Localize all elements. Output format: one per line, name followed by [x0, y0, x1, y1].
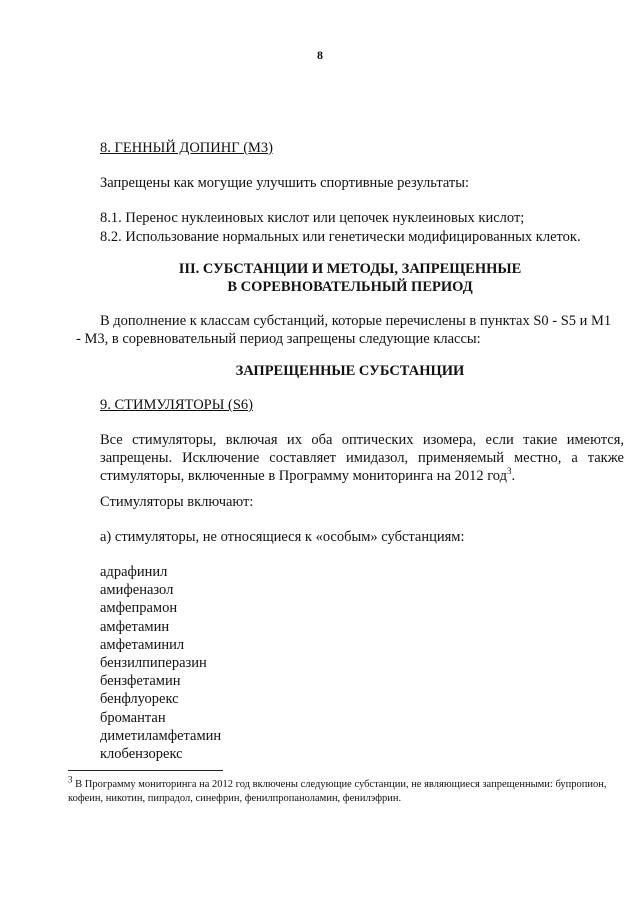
section-8-heading: 8. ГЕННЫЙ ДОПИНГ (М3): [100, 140, 274, 156]
section-3-paragraph-line-2: - М3, в соревновательный период запрещены следующие классы:: [76, 331, 481, 347]
footnote-reference: 3: [506, 466, 512, 477]
section-3-title-line-2: В СОРЕВНОВАТЕЛЬНЫЙ ПЕРИОД: [227, 279, 473, 295]
substance-item: амфетаминил: [100, 636, 185, 653]
substance-item: диметиламфетамин: [100, 727, 222, 744]
prohibited-substances-title: ЗАПРЕЩЕННЫЕ СУБСТАНЦИИ: [235, 363, 465, 379]
section-3-title-line-1: III. СУБСТАНЦИИ И МЕТОДЫ, ЗАПРЕЩЕННЫЕ: [178, 261, 522, 277]
substance-item: бенфлуорекс: [100, 691, 179, 708]
footnote-divider: [68, 770, 223, 771]
substance-item: амифеназол: [100, 582, 174, 599]
section-9-heading: 9. СТИМУЛЯТОРЫ (S6): [100, 397, 253, 413]
substance-item: клобензорекс: [100, 746, 183, 763]
stimulants-include-label: Стимуляторы включают:: [100, 494, 254, 510]
footnote-text: В Программу мониторинга на 2012 год включены следующие субстанции, не являющиеся запрещенными: бупропион, кофеин, никотин, пипрадол, синефрин, фенилпропаноламин, фенилэфрин.: [68, 779, 607, 804]
substance-item: бензфетамин: [100, 673, 181, 690]
stimulants-paragraph-end: .: [511, 468, 516, 484]
section-8-item-2: 8.2. Использование нормальных или генетически модифицированных клеток.: [100, 229, 581, 245]
substance-item: бензилпиперазин: [100, 655, 207, 672]
substance-item: амфепрамон: [100, 600, 178, 617]
section-3-paragraph-line-1: В дополнение к классам субстанций, которые перечислены в пунктах S0 - S5 и М1: [100, 313, 612, 329]
substance-item: амфетамин: [100, 618, 170, 635]
stimulants-paragraph: [100, 431, 624, 485]
substance-item: адрафинил: [100, 564, 168, 580]
footnote: [68, 774, 628, 806]
section-8-item-1: 8.1. Перенос нуклеиновых кислот или цепочек нуклеиновых кислот;: [100, 210, 525, 226]
page-number: 8: [317, 48, 323, 62]
substance-list: [100, 563, 221, 763]
non-specified-stimulants-heading: а) стимуляторы, не относящиеся к «особым» субстанциям:: [100, 529, 465, 545]
section-8-intro: Запрещены как могущие улучшить спортивные результаты:: [100, 175, 469, 191]
substance-item: бромантан: [100, 709, 166, 726]
footnote-marker: 3: [68, 774, 73, 785]
stimulants-paragraph-text: Все стимуляторы, включая их оба оптических изомера, если такие имеются, запрещены. Исключение составляет имидазол, применяемый местно, а также стимуляторы, включенные в Программу мониторинга на 2012 год: [100, 432, 624, 484]
